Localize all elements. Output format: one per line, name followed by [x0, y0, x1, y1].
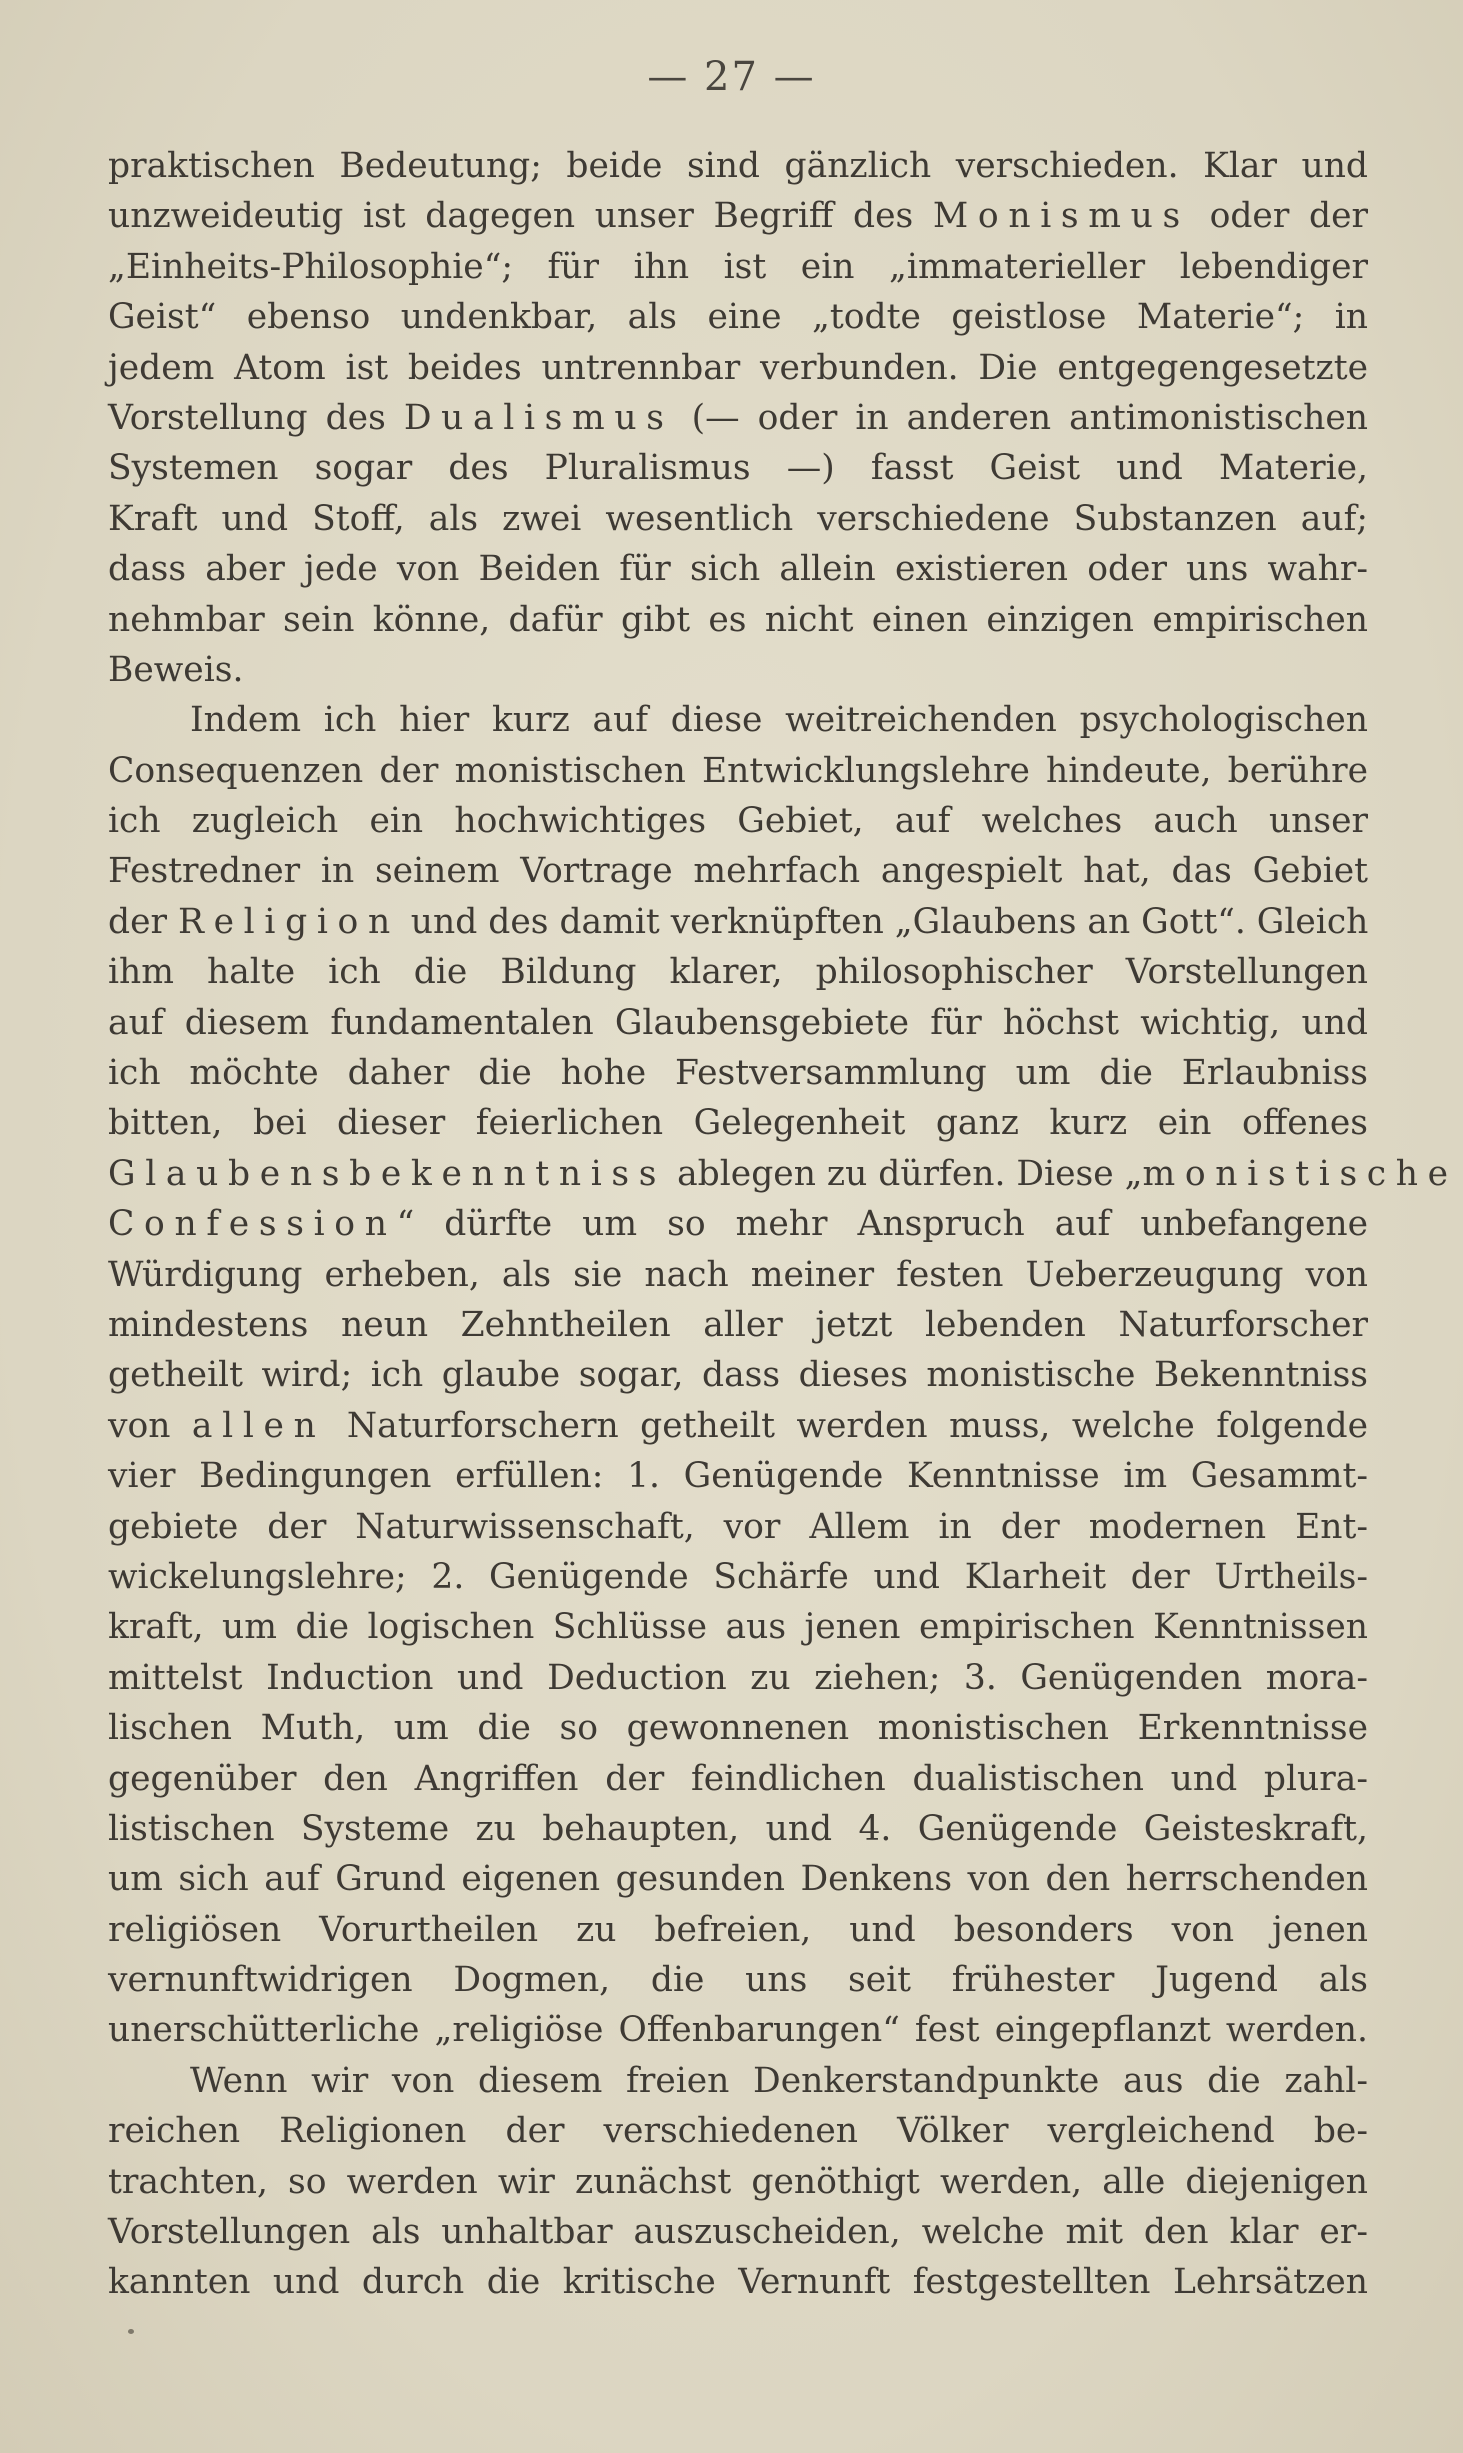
text-line — [108, 292, 1368, 342]
text-segment: Systemen sogar des Pluralismus —) fasst Geist und Materie, — [108, 448, 1368, 489]
text-line — [108, 191, 1368, 241]
text-segment: unzweideutig ist dagegen unser Begriff des — [108, 196, 933, 237]
emphasized-term: Religion — [177, 901, 400, 942]
text-line — [108, 343, 1368, 393]
text-segment: (— oder in anderen antimonistischen — [673, 397, 1369, 438]
text-line — [108, 1250, 1368, 1300]
text-line — [108, 1451, 1368, 1501]
text-line — [108, 1350, 1368, 1400]
text-line — [108, 494, 1368, 544]
text-segment: unerschütterliche „religiöse Offenbarungen“ fest eingepflanzt werden. — [108, 2010, 1368, 2051]
text-segment: vernunftwidrigen Dogmen, die uns seit frühester Jugend als — [108, 1960, 1368, 2001]
text-line — [108, 141, 1368, 191]
text-segment: getheilt wird; ich glaube sogar, dass dieses monistische Bekenntniss — [108, 1355, 1368, 1396]
text-line — [108, 1098, 1368, 1148]
body-text — [108, 141, 1458, 2308]
text-line — [108, 2106, 1368, 2156]
text-line — [108, 1502, 1368, 1552]
text-line — [108, 645, 1368, 695]
text-segment: Geist“ ebenso undenkbar, als eine „todte geistlose Materie“; in — [108, 297, 1368, 338]
emphasized-term: allen — [191, 1405, 326, 1446]
text-segment: nehmbar sein könne, dafür gibt es nicht einen einzigen empirischen — [108, 599, 1368, 640]
text-line — [108, 242, 1368, 292]
text-line — [108, 796, 1368, 846]
text-segment: „Einheits-Philosophie“; für ihn ist ein „immaterieller lebendiger — [108, 246, 1368, 287]
page-number: — 27 — — [647, 54, 816, 100]
text-line — [108, 1955, 1368, 2005]
text-line — [108, 443, 1368, 493]
text-segment: Festredner in seinem Vortrage mehrfach angespielt hat, das Gebiet — [108, 851, 1368, 892]
text-line — [108, 1048, 1368, 1098]
text-segment: Würdigung erheben, als sie nach meiner festen Ueberzeugung von — [108, 1254, 1368, 1295]
text-line — [108, 846, 1368, 896]
text-segment: Vorstellungen als unhaltbar auszuscheiden, welche mit den klar er- — [108, 2212, 1368, 2253]
text-segment: Wenn wir von diesem freien Denkerstandpunkte aus die zahl- — [190, 2060, 1368, 2101]
text-segment: ablegen zu dürfen. Diese „ — [666, 1153, 1143, 1194]
text-segment: reichen Religionen der verschiedenen Völker vergleichend be- — [108, 2111, 1368, 2152]
text-segment: bitten, bei dieser feierlichen Gelegenheit ganz kurz ein offenes — [108, 1103, 1368, 1144]
text-segment: praktischen Bedeutung; beide sind gänzlich verschieden. Klar und — [108, 146, 1368, 186]
text-segment: mittelst Induction und Deduction zu ziehen; 3. Genügenden mora- — [108, 1657, 1368, 1698]
text-line — [108, 2207, 1368, 2257]
text-line — [108, 2157, 1368, 2207]
text-segment: trachten, so werden wir zunächst genöthigt werden, alle diejenigen — [108, 2161, 1368, 2202]
text-line — [108, 1149, 1458, 1199]
text-line — [108, 947, 1368, 997]
text-line — [108, 544, 1368, 594]
text-line — [108, 393, 1368, 443]
text-segment: religiösen Vorurtheilen zu befreien, und besonders von jenen — [108, 1909, 1368, 1950]
text-segment: von — [108, 1405, 192, 1446]
text-line — [108, 695, 1368, 745]
text-line — [108, 1804, 1368, 1854]
text-segment: Vorstellung des — [108, 397, 404, 438]
text-line — [108, 2257, 1368, 2307]
text-segment: Consequenzen der monistischen Entwicklungslehre hindeute, berühre — [108, 750, 1368, 791]
text-segment: wickelungslehre; 2. Genügende Schärfe und Klarheit der Urtheils- — [108, 1556, 1368, 1597]
text-segment: oder der — [1189, 196, 1368, 237]
text-line — [108, 1602, 1368, 1652]
text-segment: Beweis. — [108, 649, 244, 690]
text-segment: kannten und durch die kritische Vernunft festgestellten Lehrsätzen — [108, 2262, 1368, 2303]
text-line — [108, 1754, 1368, 1804]
ink-speck — [128, 2329, 134, 2334]
text-segment: jedem Atom ist beides untrennbar verbunden. Die entgegengesetzte — [108, 347, 1368, 388]
text-segment: Naturforschern getheilt werden muss, welche folgende — [325, 1405, 1368, 1446]
text-line — [108, 1300, 1368, 1350]
text-segment: auf diesem fundamentalen Glaubensgebiete für höchst wichtig, und — [108, 1002, 1368, 1043]
text-segment: und des damit verknüpften „Glaubens an Gott“. Gleich — [399, 901, 1369, 942]
text-line — [108, 2005, 1368, 2055]
text-line — [108, 897, 1368, 947]
text-line — [108, 1653, 1368, 1703]
text-line — [108, 1401, 1368, 1451]
text-segment: ich zugleich ein hochwichtiges Gebiet, auf welches auch unser — [108, 801, 1368, 842]
text-line — [108, 1199, 1368, 1249]
text-segment: gebiete der Naturwissenschaft, vor Allem in der modernen Ent- — [108, 1506, 1368, 1547]
text-segment: listischen Systeme zu behaupten, und 4. Genügende Geisteskraft, — [108, 1808, 1368, 1849]
text-line — [108, 746, 1368, 796]
text-segment: vier Bedingungen erfüllen: 1. Genügende Kenntnisse im Gesammt- — [108, 1456, 1368, 1497]
text-line — [108, 998, 1368, 1048]
text-segment: Indem ich hier kurz auf diese weitreichenden psychologischen — [190, 700, 1368, 741]
text-line — [108, 2056, 1368, 2106]
text-line — [108, 595, 1368, 645]
text-line — [108, 1552, 1368, 1602]
text-segment: gegenüber den Angriffen der feindlichen dualistischen und plura- — [108, 1758, 1368, 1799]
text-line — [108, 1905, 1368, 1955]
emphasized-term: monistische — [1142, 1153, 1458, 1194]
emphasized-term: Confession — [108, 1204, 397, 1245]
emphasized-term: Monismus — [932, 196, 1190, 237]
text-segment: dass aber jede von Beiden für sich allein existieren oder uns wahr- — [108, 549, 1368, 590]
text-segment: ich möchte daher die hohe Festversammlung um die Erlaubniss — [108, 1053, 1368, 1094]
text-line — [108, 1854, 1368, 1904]
text-segment: mindestens neun Zehntheilen aller jetzt lebenden Naturforscher — [108, 1304, 1368, 1345]
text-segment: lischen Muth, um die so gewonnenen monistischen Erkenntnisse — [108, 1708, 1368, 1749]
text-segment: ihm halte ich die Bildung klarer, philosophischer Vorstellungen — [108, 952, 1368, 993]
text-segment: der — [108, 901, 178, 942]
emphasized-term: Glaubensbekenntniss — [108, 1153, 667, 1194]
text-line — [108, 1703, 1368, 1753]
text-segment: Kraft und Stoff, als zwei wesentlich verschiedene Substanzen auf; — [108, 498, 1368, 539]
text-segment: um sich auf Grund eigenen gesunden Denkens von den herrschenden — [108, 1859, 1368, 1900]
text-segment: “ dürfte um so mehr Anspruch auf unbefangene — [396, 1204, 1368, 1245]
emphasized-term: Dualismus — [403, 397, 674, 438]
text-segment: kraft, um die logischen Schlüsse aus jenen empirischen Kenntnissen — [108, 1607, 1368, 1648]
